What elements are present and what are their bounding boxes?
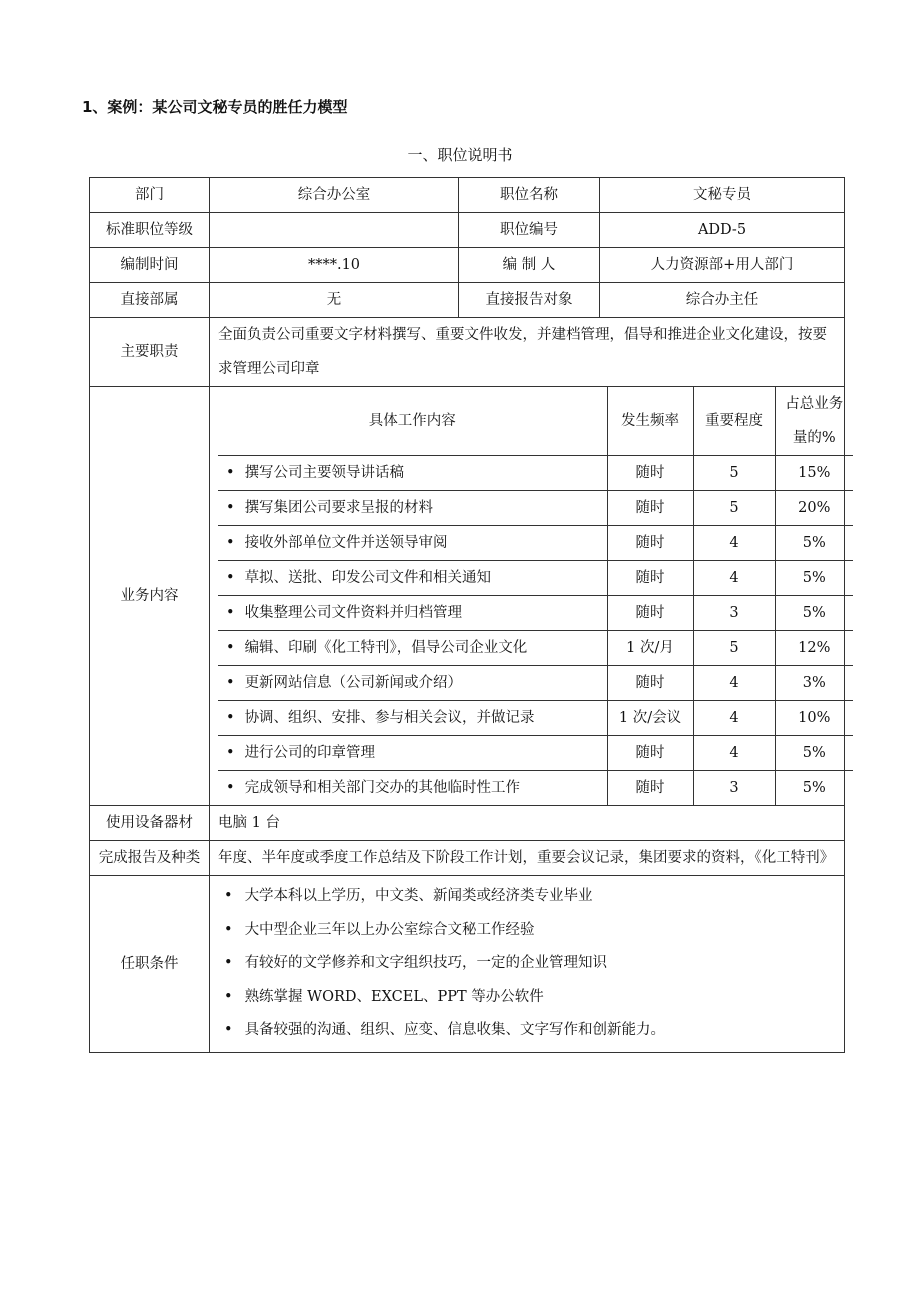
dept-value: 综合办公室 <box>210 178 459 213</box>
freq-cell: 随时 <box>607 491 693 526</box>
table-row <box>218 596 853 631</box>
task-cell: • 协调、组织、安排、参与相关会议，并做记录 <box>218 701 607 736</box>
job-description-table <box>89 177 845 1053</box>
duties-text: 全面负责公司重要文字材料撰写、重要文件收发，并建档管理，倡导和推进企业文化建设，按要求管理公司印章 <box>210 318 845 387</box>
pct-cell: 15% <box>775 456 853 491</box>
pct-cell: 5% <box>775 736 853 771</box>
sub-value: 无 <box>210 283 459 318</box>
importance-cell: 3 <box>693 771 775 806</box>
freq-cell: 随时 <box>607 456 693 491</box>
importance-cell: 4 <box>693 561 775 596</box>
header-importance: 重要程度 <box>693 387 775 456</box>
grade-label: 标准职位等级 <box>90 213 210 248</box>
qualifications-label: 任职条件 <box>90 876 210 1053</box>
table-row <box>218 771 853 806</box>
task-cell: • 撰写集团公司要求呈报的材料 <box>218 491 607 526</box>
freq-cell: 随时 <box>607 736 693 771</box>
pct-cell: 3% <box>775 666 853 701</box>
task-cell: • 草拟、送批、印发公司文件和相关通知 <box>218 561 607 596</box>
task-cell: • 接收外部单位文件并送领导审阅 <box>218 526 607 561</box>
importance-cell: 5 <box>693 456 775 491</box>
qualifications-row <box>90 876 845 1053</box>
code-label: 职位编号 <box>459 213 600 248</box>
freq-cell: 1 次/月 <box>607 631 693 666</box>
report-label: 直接报告对象 <box>459 283 600 318</box>
date-value: ****.10 <box>210 248 459 283</box>
table-row <box>218 526 853 561</box>
duties-label: 主要职责 <box>90 318 210 387</box>
table-row <box>218 491 853 526</box>
qualifications-list <box>218 876 836 1052</box>
pct-cell: 20% <box>775 491 853 526</box>
author-value: 人力资源部+用人部门 <box>600 248 845 283</box>
freq-cell: 随时 <box>607 561 693 596</box>
importance-cell: 3 <box>693 596 775 631</box>
freq-cell: 随时 <box>607 596 693 631</box>
freq-cell: 随时 <box>607 771 693 806</box>
list-item: • 大中型企业三年以上办公室综合文秘工作经验 <box>224 914 836 948</box>
equipment-row <box>90 806 845 841</box>
task-cell: • 更新网站信息（公司新闻或介绍） <box>218 666 607 701</box>
table-row <box>218 736 853 771</box>
list-item: • 大学本科以上学历，中文类、新闻类或经济类专业毕业 <box>224 880 836 914</box>
info-row-grade <box>90 213 845 248</box>
table-row <box>218 701 853 736</box>
section-subtitle: 一、职位说明书 <box>407 146 513 164</box>
business-row <box>90 387 845 806</box>
table-row <box>218 561 853 596</box>
code-value: ADD-5 <box>600 213 845 248</box>
importance-cell: 4 <box>693 526 775 561</box>
freq-cell: 1 次/会议 <box>607 701 693 736</box>
importance-cell: 4 <box>693 736 775 771</box>
list-item: • 有较好的文学修养和文字组织技巧，一定的企业管理知识 <box>224 947 836 981</box>
header-pct: 占总业务量的% <box>775 387 853 456</box>
document-heading: 1、案例：某公司文秘专员的胜任力模型 <box>82 98 348 116</box>
task-cell: • 完成领导和相关部门交办的其他临时性工作 <box>218 771 607 806</box>
equipment-label: 使用设备器材 <box>90 806 210 841</box>
business-table <box>218 387 853 805</box>
table-row <box>218 631 853 666</box>
reports-row <box>90 841 845 876</box>
task-cell: • 撰写公司主要领导讲话稿 <box>218 456 607 491</box>
pct-cell: 5% <box>775 596 853 631</box>
info-row-sub <box>90 283 845 318</box>
dept-label: 部门 <box>90 178 210 213</box>
task-cell: • 编辑、印刷《化工特刊》，倡导公司企业文化 <box>218 631 607 666</box>
author-label: 编 制 人 <box>459 248 600 283</box>
business-label: 业务内容 <box>90 387 210 806</box>
table-row <box>218 666 853 701</box>
equipment-value: 电脑 1 台 <box>210 806 845 841</box>
freq-cell: 随时 <box>607 526 693 561</box>
pct-cell: 10% <box>775 701 853 736</box>
date-label: 编制时间 <box>90 248 210 283</box>
header-task: 具体工作内容 <box>218 387 607 456</box>
reports-label: 完成报告及种类 <box>90 841 210 876</box>
title-label: 职位名称 <box>459 178 600 213</box>
report-value: 综合办主任 <box>600 283 845 318</box>
importance-cell: 5 <box>693 631 775 666</box>
importance-cell: 4 <box>693 701 775 736</box>
pct-cell: 5% <box>775 561 853 596</box>
header-freq: 发生频率 <box>607 387 693 456</box>
importance-cell: 5 <box>693 491 775 526</box>
duties-row <box>90 318 845 387</box>
reports-value: 年度、半年度或季度工作总结及下阶段工作计划，重要会议记录，集团要求的资料，《化工特刊》 <box>210 841 845 876</box>
info-row-date <box>90 248 845 283</box>
list-item: • 熟练掌握 WORD、EXCEL、PPT 等办公软件 <box>224 981 836 1015</box>
task-cell: • 进行公司的印章管理 <box>218 736 607 771</box>
importance-cell: 4 <box>693 666 775 701</box>
table-row <box>218 456 853 491</box>
list-item: • 具备较强的沟通、组织、应变、信息收集、文字写作和创新能力。 <box>224 1014 836 1048</box>
sub-label: 直接部属 <box>90 283 210 318</box>
business-header-row <box>218 387 853 456</box>
pct-cell: 5% <box>775 526 853 561</box>
pct-cell: 12% <box>775 631 853 666</box>
title-value: 文秘专员 <box>600 178 845 213</box>
freq-cell: 随时 <box>607 666 693 701</box>
pct-cell: 5% <box>775 771 853 806</box>
info-row-dept <box>90 178 845 213</box>
task-cell: • 收集整理公司文件资料并归档管理 <box>218 596 607 631</box>
grade-value <box>210 213 459 248</box>
